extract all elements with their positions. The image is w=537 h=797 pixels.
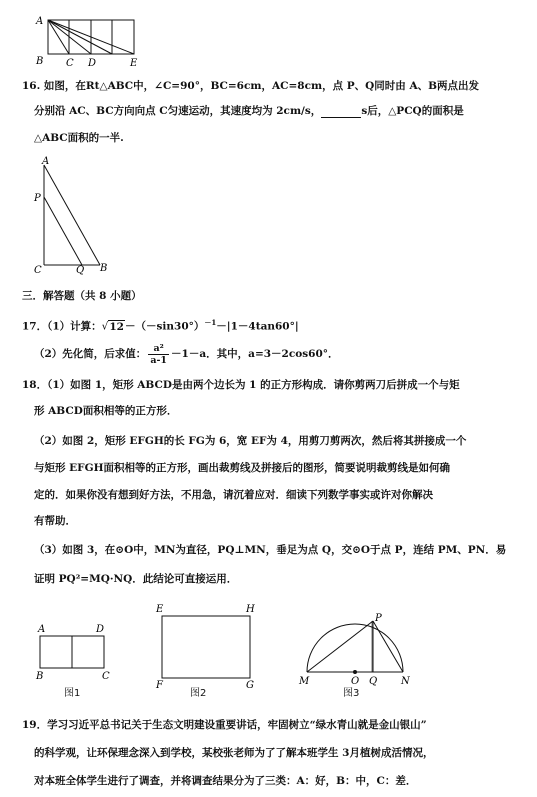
q18-l4: 与矩形 EFGH面积相等的正方形，画出裁剪线及拼接后的图形，简要说明裁剪线是如何确 — [34, 462, 450, 474]
label-A: A — [36, 16, 44, 27]
q19-l3: 对本班全体学生进行了调查，并将调查结果分为了三类：A：好，B：中，C：差． — [34, 775, 417, 787]
q19-l2: 的科学观，让环保理念深入到学校，某校张老师为了了解本班学生 3月植树成活情况， — [34, 747, 434, 759]
q18-l2: 形 ABCD面积相等的正方形． — [34, 405, 178, 417]
fig3-label-P: P — [375, 613, 382, 624]
figure-2 — [150, 600, 262, 688]
label-B: B — [36, 56, 44, 67]
section-title: 三．解答题（共 8 小题） — [22, 290, 142, 302]
fig3-label-Q: Q — [369, 676, 378, 686]
fig2-caption: 图2 — [190, 688, 207, 699]
q16-label-C: C — [34, 265, 42, 275]
label-C: C — [66, 58, 74, 69]
fig3-caption: 图3 — [343, 688, 360, 699]
q17-part2: （2）先化简，后求值： $\frac{\text{a²}}{a-1}$ －1－a．其中，a=3－2cos60°． — [34, 342, 339, 366]
q16-line2a: 分别沿 AC、BC方向向点 C匀速运动，其速度均为 2cm/s， — [34, 105, 322, 117]
fig2-label-E: E — [156, 604, 164, 615]
fig2-label-H: H — [246, 604, 255, 615]
q18-l7: （3）如图 3，在⊙O中，MN为直径，PQ⊥MN，垂足为点 Q，交⊙O于点 P，连结 PM、PN．易 — [34, 544, 507, 556]
q16-label-B: B — [100, 263, 108, 274]
label-D: D — [88, 58, 97, 69]
fig3-label-M: M — [299, 676, 310, 686]
answer-blank — [321, 107, 361, 118]
fig1-caption: 图1 — [64, 688, 81, 699]
top-figure — [30, 12, 140, 72]
figure-3 — [295, 608, 415, 686]
q16-line2 — [34, 104, 464, 118]
figure-1 — [32, 618, 112, 680]
q18-l5: 定的．如果你没有想到好方法，不用急，请沉着应对．细读下列数学事实或许对你解决 — [34, 489, 433, 501]
fig1-label-D: D — [96, 624, 105, 635]
q16-label-A: A — [42, 156, 50, 167]
fig3-label-N: N — [401, 676, 410, 686]
fig3-label-O: O — [351, 676, 360, 686]
q18-l6: 有帮助． — [34, 515, 76, 527]
fig1-label-C: C — [102, 671, 110, 680]
fig1-label-A: A — [38, 624, 46, 635]
q18-l1: 18．（1）如图 1，矩形 ABCD是由两个边长为 1 的正方形构成．请你剪两刀后拼成一个与矩 — [22, 379, 460, 391]
q16-line2b: s后，△PCQ的面积是 — [361, 105, 464, 117]
q18-l8: 证明 PQ²=MQ·NQ．此结论可直接运用． — [34, 573, 238, 585]
fig2-label-F: F — [156, 680, 163, 688]
fig1-label-B: B — [36, 671, 44, 680]
q18-l3: （2）如图 2，矩形 EFGH的长 FG为 6，宽 EF为 4，用剪刀剪两次，然后将其拼接成一个 — [34, 435, 467, 447]
q16-label-Q: Q — [76, 265, 85, 275]
fraction: $\frac{\text{a²}}{a-1}$ — [150, 342, 168, 366]
q16-figure — [30, 155, 120, 275]
q17-part1: 17．（1）计算：$√12-(-\sin 30^\circ)^{-1}-|1-4\tan 60^\circ|$ — [22, 318, 299, 333]
q16-line3: △ABC面积的一半. — [34, 132, 124, 144]
label-E: E — [130, 58, 138, 69]
q16-label-P: P — [34, 193, 41, 204]
q19-l1: 19．学习习近平总书记关于生态文明建设重要讲话，牢固树立“绿水青山就是金山银山” — [22, 719, 427, 731]
q16-line1: 16. 如图，在Rt△ABC中，∠C=90°，BC=6cm，AC=8cm，点 P、Q同时由 A、B两点出发 — [22, 80, 479, 92]
fig2-label-G: G — [246, 680, 254, 688]
